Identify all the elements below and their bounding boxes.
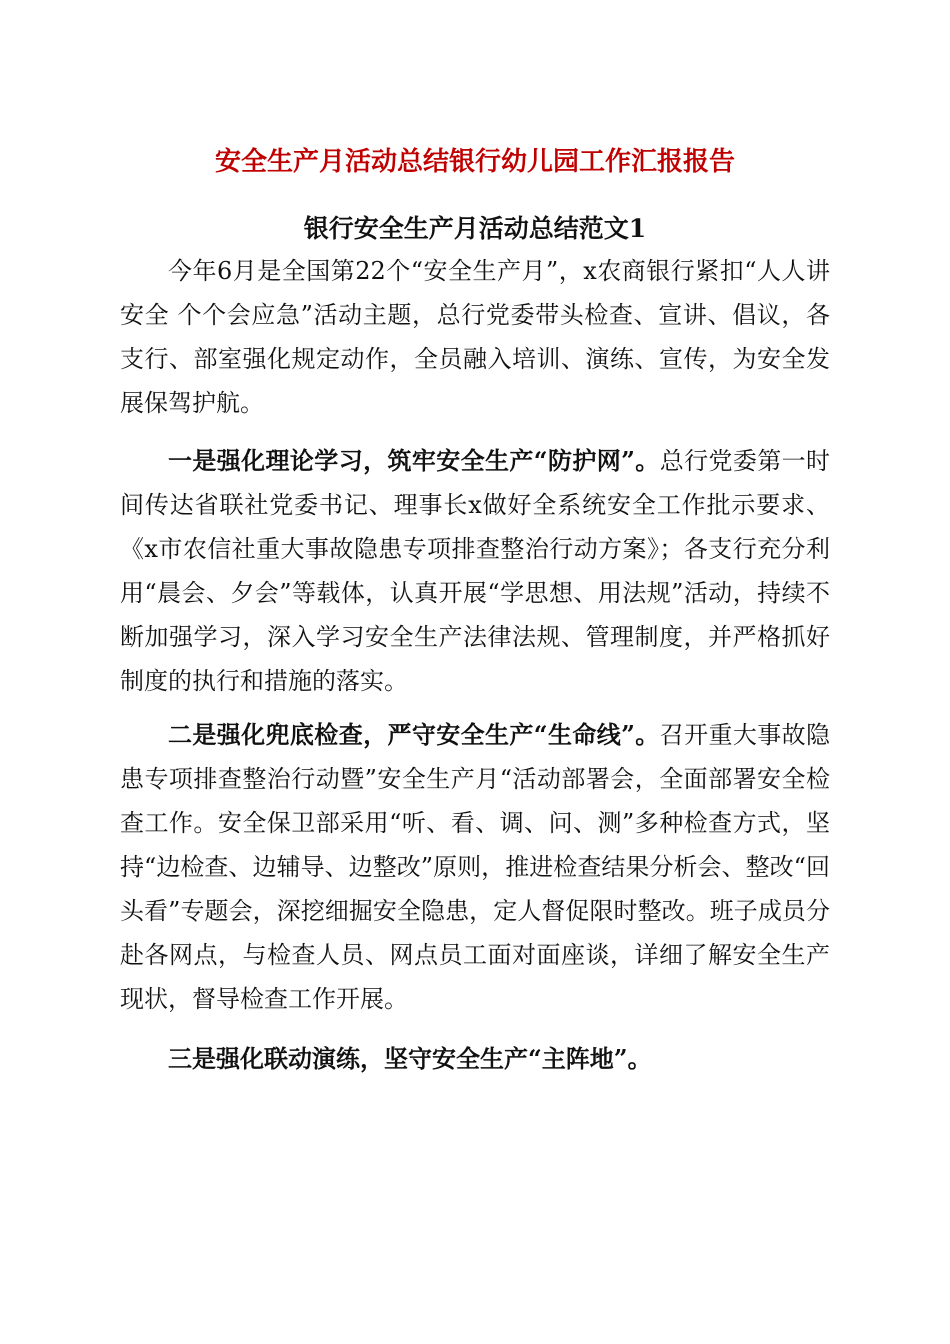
document-title: 安全生产月活动总结银行幼儿园工作汇报报告 — [214, 147, 735, 177]
document-subtitle: 银行安全生产月活动总结范文1 — [303, 214, 647, 243]
document-body — [120, 249, 830, 1091]
paragraph-theory-study — [120, 439, 830, 703]
paragraph-intro — [120, 249, 830, 425]
paragraph-lead: 一是强化理论学习，筑牢安全生产“防护网”。 — [168, 446, 660, 475]
paragraph-text: 召开重大事故隐患专项排查整治行动暨”安全生产月“活动部署会，全面部署安全检查工作。安全保卫部采用“听、看、调、问、测”多种检查方式，坚持“边检查、边辅导、边整改”原则，推进检查结果分析会、整改“回头看”专题会，深挖细掘安全隐患，定人督促限时整改。班子成员分赴各网点，与检查人员、网点员工面对面座谈，详细了解安全生产现状，督导检查工作开展。 — [120, 721, 831, 1013]
paragraph-lead: 三是强化联动演练，坚守安全生产“主阵地”。 — [168, 1044, 652, 1073]
paragraph-text: 今年6月是全国第22个“安全生产月”，x农商银行紧扣“人人讲安全 个个会应急”活动主题，总行党委带头检查、宣讲、倡议，各支行、部室强化规定动作，全员融入培训、演练、宣传，为安全发展保驾护航。 — [120, 257, 830, 417]
paragraph-lead: 二是强化兜底检查，严守安全生产“生命线”。 — [168, 720, 660, 749]
paragraph-text: 总行党委第一时间传达省联社党委书记、理事长x做好全系统安全工作批示要求、《x市农信社重大事故隐患专项排查整治行动方案》；各支行充分利用“晨会、夕会”等载体，认真开展“学思想、用法规”活动，持续不断加强学习，深入学习安全生产法律法规、管理制度，并严格抓好制度的执行和措施的落实。 — [120, 447, 831, 695]
paragraph-drills — [120, 1037, 830, 1081]
paragraph-inspection — [120, 713, 830, 1021]
